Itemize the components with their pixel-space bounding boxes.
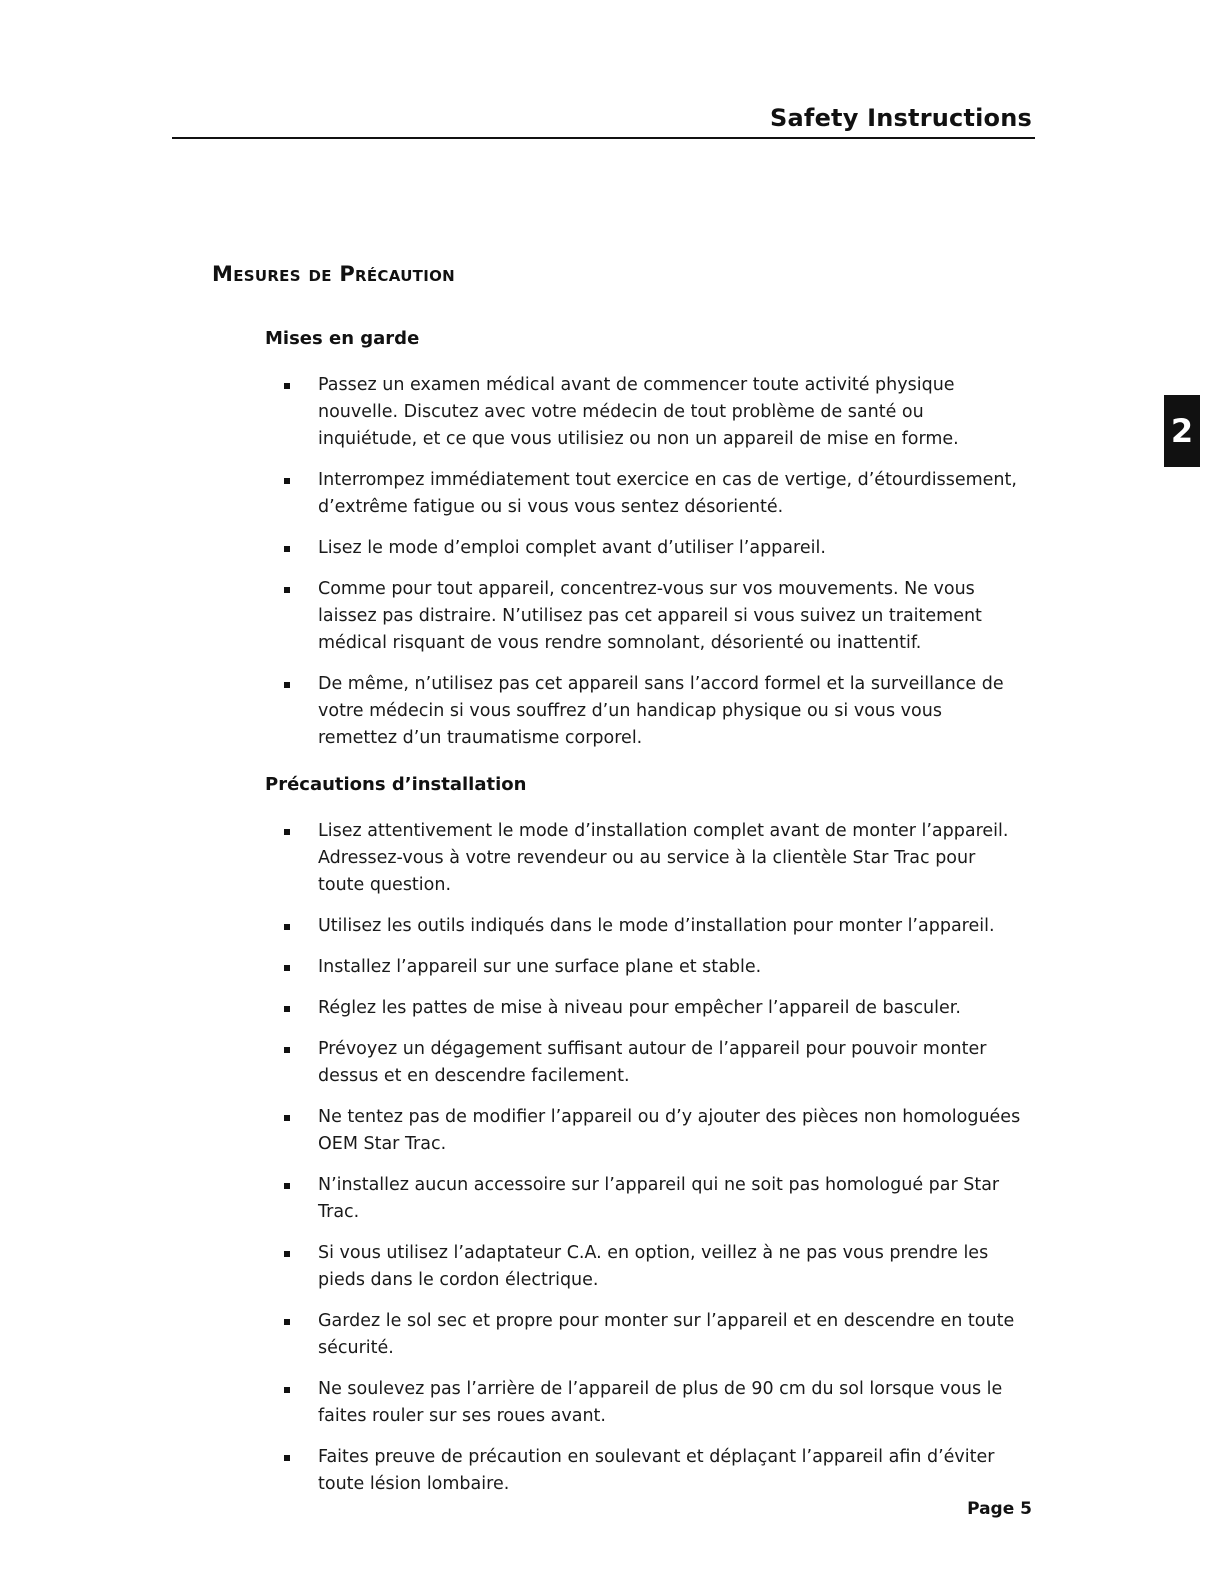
- list-item: [265, 1240, 1025, 1294]
- list-item-text: Interrompez immédiatement tout exercice en cas de vertige, d’étourdissement, d’extrême fatigue ou si vous vous sentez désorienté.: [318, 470, 1017, 517]
- list-item-text: Gardez le sol sec et propre pour monter sur l’appareil et en descendre en toute sécurité.: [318, 1311, 1015, 1358]
- list-item: [265, 576, 1025, 657]
- bullet-list: [265, 818, 1025, 1498]
- list-item: [265, 1376, 1025, 1430]
- list-item: [265, 1444, 1025, 1498]
- list-item: [265, 372, 1025, 453]
- bullet-icon: [284, 1006, 290, 1012]
- list-item-text: Faites preuve de précaution en soulevant et déplaçant l’appareil afin d’éviter toute lésion lombaire.: [318, 1447, 995, 1494]
- bullet-list: [265, 372, 1025, 752]
- list-item: [265, 818, 1025, 899]
- list-item-text: Lisez attentivement le mode d’installation complet avant de monter l’appareil. Adressez-vous à votre revendeur ou au service à la clientèle Star Trac pour toute question.: [318, 821, 1009, 895]
- bullet-icon: [284, 1455, 290, 1461]
- section-title: Mesures de Précaution: [212, 262, 455, 286]
- bullet-icon: [284, 1183, 290, 1189]
- list-item-text: Comme pour tout appareil, concentrez-vous sur vos mouvements. Ne vous laissez pas distraire. N’utilisez pas cet appareil si vous suivez un traitement médical risquant de vous rendre somnolant, désorienté ou inattentif.: [318, 579, 982, 653]
- list-item: [265, 913, 1025, 940]
- bullet-icon: [284, 1251, 290, 1257]
- list-item-text: Prévoyez un dégagement suffisant autour de l’appareil pour pouvoir monter dessus et en descendre facilement.: [318, 1039, 987, 1086]
- bullet-icon: [284, 1319, 290, 1325]
- header-rule: [172, 137, 1035, 139]
- bullet-icon: [284, 478, 290, 484]
- bullet-icon: [284, 546, 290, 552]
- list-item-text: Utilisez les outils indiqués dans le mode d’installation pour monter l’appareil.: [318, 916, 995, 936]
- list-item-text: Si vous utilisez l’adaptateur C.A. en option, veillez à ne pas vous prendre les pieds dans le cordon électrique.: [318, 1243, 989, 1290]
- subsection-title: Précautions d’installation: [265, 774, 527, 795]
- bullet-icon: [284, 829, 290, 835]
- bullet-icon: [284, 1387, 290, 1393]
- list-item-text: De même, n’utilisez pas cet appareil sans l’accord formel et la surveillance de votre médecin si vous souffrez d’un handicap physique ou si vous vous remettez d’un traumatisme corporel.: [318, 674, 1004, 748]
- list-item: [265, 671, 1025, 752]
- page-number: Page 5: [967, 1499, 1032, 1519]
- bullet-icon: [284, 383, 290, 389]
- list-item-text: Ne tentez pas de modifier l’appareil ou d’y ajouter des pièces non homologuées OEM Star Trac.: [318, 1107, 1021, 1154]
- bullet-icon: [284, 1047, 290, 1053]
- list-item: [265, 467, 1025, 521]
- bullet-icon: [284, 587, 290, 593]
- list-item: [265, 954, 1025, 981]
- list-item: [265, 995, 1025, 1022]
- bullet-icon: [284, 924, 290, 930]
- chapter-tab: 2: [1164, 395, 1200, 467]
- list-item-text: Lisez le mode d’emploi complet avant d’utiliser l’appareil.: [318, 538, 826, 558]
- list-item-text: N’installez aucun accessoire sur l’appareil qui ne soit pas homologué par Star Trac.: [318, 1175, 1000, 1222]
- list-item-text: Ne soulevez pas l’arrière de l’appareil de plus de 90 cm du sol lorsque vous le faites rouler sur ses roues avant.: [318, 1379, 1003, 1426]
- list-item: [265, 1172, 1025, 1226]
- subsection-title: Mises en garde: [265, 328, 420, 349]
- list-item-text: Réglez les pattes de mise à niveau pour empêcher l’appareil de basculer.: [318, 998, 961, 1018]
- subsection-warnings: [265, 328, 1025, 766]
- list-item: [265, 1036, 1025, 1090]
- list-item: [265, 535, 1025, 562]
- subsection-installation: [265, 774, 1025, 1512]
- header-title: Safety Instructions: [770, 104, 1032, 132]
- list-item: [265, 1104, 1025, 1158]
- list-item: [265, 1308, 1025, 1362]
- bullet-icon: [284, 965, 290, 971]
- bullet-icon: [284, 1115, 290, 1121]
- list-item-text: Passez un examen médical avant de commencer toute activité physique nouvelle. Discutez avec votre médecin de tout problème de santé ou inquiétude, et ce que vous utilisiez ou non un appareil de mise en forme.: [318, 375, 959, 449]
- bullet-icon: [284, 682, 290, 688]
- list-item-text: Installez l’appareil sur une surface plane et stable.: [318, 957, 762, 977]
